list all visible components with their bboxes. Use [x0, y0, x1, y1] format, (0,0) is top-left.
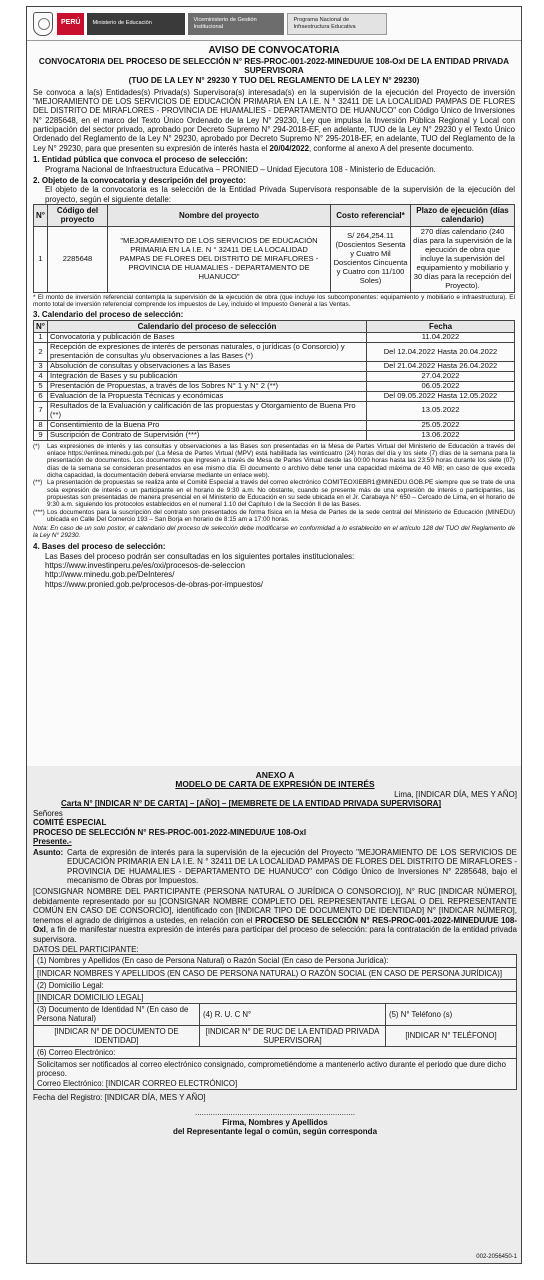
- section-1-body: Programa Nacional de Infraestructura Educativa – PRONIED – Unidad Ejecutora 108 - Ministerio de Educación.: [45, 164, 436, 174]
- cell: Absolución de consultas y observaciones a las Bases: [48, 361, 367, 371]
- ministry-label: Ministerio de Educación: [87, 13, 185, 35]
- subject-text: Carta de expresión de interés para la supervisión de la ejecución del Proyecto "MEJORAMIENTO DE LOS SERVICIOS DE EDUCACIÓN PRIMARIA EN LA I.E. N ° 32411 DE LA LOCALIDAD PAMPAS DE FLORES DEL DISTRITO DE MIRAFLORES - PROVINCIA DE HUAMALIES - DEPARTAMENTO DE HUANUCO" con Código Único de Inversiones N° 2285648, bajo el mecanismo de Obras por Impuestos.: [67, 847, 517, 885]
- footnote: [33, 479, 515, 508]
- cell: Resultados de la Evaluación y calificación de las propuestas y Otorgamiento de Buena Pro (**): [48, 401, 367, 420]
- footnote-marker: (*): [33, 442, 40, 450]
- table-row: [34, 420, 515, 430]
- cell: Evaluación de la Propuesta Técnicas y económicas: [48, 391, 367, 401]
- ruc-field-label: (4) R. U. C N°: [200, 1004, 386, 1025]
- cell: 2: [34, 343, 48, 362]
- footnote-text: Las expresiones de interés y las consultas y observaciones a las Bases son presentadas en la Mesa de Partes Virtual del Ministerio de Educación a través del enlace https://enlinea.minedu.gob.pe/ (La Mesa de Partes Virtual (MPV) está habilitada las veinticuatro (24) horas del día y los siete (7) días de la semana para la presentación de documentos. Los documentos que ingresen a través de Mesa de Partes Virtual desde las 00:00 horas hasta las 23:59 horas durante los siete (07) días de la semana se consideran presentados en ese mismo día. El documento o archivo debe tener una capacidad máxima de 40 MB; en caso de que exceda dicha capacidad, la documentación deberá enviarse mediante un enlace web).: [47, 442, 515, 480]
- col-header: Código del proyecto: [48, 204, 108, 226]
- cell: 13.06.2022: [367, 430, 515, 440]
- cell: 2285648: [48, 226, 108, 292]
- col-header: Costo referencial*: [331, 204, 411, 226]
- col-header: Nombre del proyecto: [108, 204, 331, 226]
- participant-data-label: DATOS DEL PARTICIPANTE:: [33, 945, 139, 955]
- table-row: [34, 343, 515, 362]
- footnote-marker: (***): [33, 508, 45, 516]
- participant-form: [33, 954, 517, 1089]
- schedule-notes: [33, 443, 515, 524]
- process-name: PROCESO DE SELECCIÓN N° RES-PROC-001-2022-MINEDU/UE 108-OxI: [33, 827, 307, 837]
- id-field-label: (3) Documento de Identidad N° (En caso de Persona Natural): [34, 1004, 200, 1025]
- cell: 3: [34, 361, 48, 371]
- portal-links: [33, 561, 515, 589]
- cell: 27.04.2022: [367, 371, 515, 381]
- notice-content: [27, 41, 521, 589]
- cell: 1: [34, 333, 48, 343]
- cell: Suscripción de Contrato de Supervisión (***): [48, 430, 367, 440]
- table-row: [34, 430, 515, 440]
- email-field-value[interactable]: Solicitamos ser notificados al correo electrónico consignado, comprometiéndome a mantenerlo activo durante el periodo que dure dicho proceso. Correo Electrónico: [INDICAR CORREO ELECTRÓNICO]: [34, 1059, 517, 1090]
- program-label: Programa Nacional de Infraestructura Educativa: [287, 13, 387, 35]
- section-2-body: El objeto de la convocatoria es la selección de la Entidad Privada Supervisora responsable de la supervisión de la ejecución del proyecto, según el siguiente detalle:: [45, 185, 515, 204]
- letter-body: [CONSIGNAR NOMBRE DEL PARTICIPANTE (PERSONA NATURAL O JURÍDICA O CONSORCIO)], N° RUC [INDICAR NÚMERO], debidamente representado por su [CONSIGNAR NOMBRE COMPLETO DEL REPRESENTANTE LEGAL O DEL REPRESENTANTE COMÚN EN CASO DE CONSORCIO], identificado con [INDICAR TIPO DE DOCUMENTO DE IDENTIDAD] N° [INDICAR NÚMERO], tenemos el agrado de dirigirnos a ustedes, en relación con el PROCESO DE SELECCIÓN N° RES-PROC-001-2022-MINEDU/UE 108-OxI, a fin de manifestar nuestra expresión de interés para participar del proceso de selección: para la contratación de la entidad privada supervisora.: [33, 887, 517, 944]
- col-header: Fecha: [367, 320, 515, 332]
- cell: 6: [34, 391, 48, 401]
- col-header: N°: [34, 204, 48, 226]
- section-4-title: 4. Bases del proceso de selección:: [33, 542, 166, 552]
- portal-link[interactable]: https://www.investinperu.pe/es/oxi/procesos-de-seleccion: [45, 561, 245, 571]
- col-header: Plazo de ejecución (días calendario): [411, 204, 515, 226]
- peru-coat-of-arms-icon: [33, 12, 53, 36]
- table-row: [34, 391, 515, 401]
- annex-title: ANEXO A: [255, 770, 295, 780]
- table-row: [34, 361, 515, 371]
- project-table: [33, 204, 515, 293]
- portal-link[interactable]: http://www.minedu.gob.pe/DeInteres/: [45, 570, 175, 580]
- signature-caption: Firma, Nombres y Apellidos: [222, 1117, 328, 1127]
- cell: Presentación de Propuestas, a través de los Sobres N° 1 y N° 2 (**): [48, 381, 367, 391]
- address-field-value[interactable]: [INDICAR DOMICILIO LEGAL]: [34, 992, 517, 1004]
- cell: 11.04.2022: [367, 333, 515, 343]
- cell: S/ 264,254.11 (Doscientos Sesenta y Cuatro Mil Doscientos Cincuenta y Cuatro con 11/100 Soles): [331, 226, 411, 292]
- notice-title: AVISO DE CONVOCATORIA: [208, 45, 340, 56]
- footnote-text: La presentación de propuestas se realiza ante el Comité Especial a través del correo electrónico COMITEOXIEBR1@MINEDU.GOB.PE siempre que se trate de una sola expresión de interés o un participante en el horario de 9:30 a.m. No obstante, cuando se presente más de una expresión de interés o participantes, las propuestas son presentadas de manera presencial en el Ministerio de Educación en su sede ubicada en el Jr. Carabaya N° 650 – Cercado de Lima, en el horario de 9:30 a.m. siguiendo los protocolos establecidos en el numeral 1.10 del Capítulo I de la Sección II de las Bases.: [47, 479, 515, 509]
- table-row: [34, 381, 515, 391]
- vice-ministry-label: Viceministerio de Gestión Institucional: [188, 13, 284, 35]
- notice-page: [26, 6, 522, 1264]
- cell: 25.05.2022: [367, 420, 515, 430]
- section-1-title: 1. Entidad pública que convoca el proceso de selección:: [33, 155, 248, 165]
- footnote: [33, 509, 515, 524]
- annex-place-date: Lima, [INDICAR DÍA, MES Y AÑO]: [394, 790, 517, 800]
- cell: 4: [34, 371, 48, 381]
- cell: 5: [34, 381, 48, 391]
- cell: Recepción de expresiones de interés de personas naturales, o jurídicas (o Consorcio) y presentación de consultas y/u observaciones a las Bases (*): [48, 343, 367, 362]
- annex-a: [27, 766, 522, 1264]
- peru-brand: PERÚ: [57, 13, 84, 35]
- table-row: [34, 226, 515, 292]
- cell: 7: [34, 401, 48, 420]
- cell: Convocatoria y publicación de Bases: [48, 333, 367, 343]
- table-footnote: * El monto de inversión referencial contempla la supervisión de la ejecución de obra (que incluye los subcomponentes: equipamiento y mobiliario e infraestructura). El monto total de inversión referencial comprende los impuestos de Ley, incluido el Impuesto General a las Ventas.: [33, 293, 515, 308]
- section-3-title: 3. Calendario del proceso de selección:: [33, 310, 184, 320]
- cell: Del 21.04.2022 Hasta 26.04.2022: [367, 361, 515, 371]
- section-4-body: Las Bases del proceso podrán ser consultadas en los siguientes portales institucionales:: [45, 551, 355, 561]
- cell: 9: [34, 430, 48, 440]
- section-2-title: 2. Objeto de la convocatoria y descripción del proyecto:: [33, 175, 246, 185]
- schedule-table: [33, 320, 515, 441]
- registration-date: Fecha del Registro: [INDICAR DÍA, MES Y AÑO]: [33, 1092, 206, 1102]
- letter-number: Carta N° [INDICAR N° DE CARTA] – [AÑO] – [MEMBRETE DE LA ENTIDAD PRIVADA SUPERVISORA]: [61, 799, 442, 809]
- footnote-marker: (**): [33, 479, 43, 487]
- subject-block: [33, 848, 517, 886]
- name-field-value[interactable]: [INDICAR NOMBRES Y APELLIDOS (EN CASO DE PERSONA NATURAL) O RAZÓN SOCIAL (EN CASO DE PERSONA JURÍDICA)]: [34, 967, 517, 979]
- cell: 06.05.2022: [367, 381, 515, 391]
- table-row: [34, 371, 515, 381]
- signature-line: ........................................................................: [194, 1108, 356, 1118]
- table-row: [34, 401, 515, 420]
- cell: Consentimiento de la Buena Pro: [48, 420, 367, 430]
- ruc-field-value[interactable]: [INDICAR N° DE RUC DE LA ENTIDAD PRIVADA SUPERVISORA]: [200, 1025, 386, 1046]
- cell: Del 12.04.2022 Hasta 20.04.2022: [367, 343, 515, 362]
- cell: 270 días calendario (240 días para la supervisión de la ejecución de obra que incluye la supervisión del equipamiento y mobiliario y 30 días para la recepción del Proyecto).: [411, 226, 515, 292]
- name-field-label: (1) Nombres y Apellidos (En caso de Persona Natural) o Razón Social (En caso de Persona Jurídica):: [34, 955, 517, 967]
- footnote: [33, 443, 515, 480]
- phone-field-label: (5) N° Teléfono (s): [386, 1004, 517, 1025]
- address-field-label: (2) Domicilio Legal:: [34, 979, 517, 991]
- government-header: [27, 7, 521, 41]
- schedule-body: [34, 333, 515, 440]
- email-field-label: (6) Correo Electrónico:: [34, 1046, 517, 1058]
- cell: 13.05.2022: [367, 401, 515, 420]
- cell: 1: [34, 226, 48, 292]
- id-field-value[interactable]: [INDICAR N° DE DOCUMENTO DE IDENTIDAD]: [34, 1025, 200, 1046]
- notice-subtitle: CONVOCATORIA DEL PROCESO DE SELECCIÓN N° RES-PROC-001-2022-MINEDU/UE 108-OxI DE LA ENTIDAD PRIVADA SUPERVISORA: [38, 56, 510, 76]
- single-bidder-note: Nota: En caso de un solo postor, el calendario del proceso de selección debe modificarse en conformidad a lo establecido en el artículo 128 del TUO del Reglamento de la Ley N° 29230.: [33, 524, 515, 539]
- col-header: Calendario del proceso de selección: [48, 320, 367, 332]
- salutation: Señores: [33, 808, 63, 818]
- signature-caption-2: del Representante legal o común, según corresponda: [172, 1127, 378, 1137]
- cell: "MEJORAMIENTO DE LOS SERVICIOS DE EDUCACIÓN PRIMARIA EN LA I.E. N ° 32411 DE LA LOCALIDAD PAMPAS DE FLORES DEL DISTRITO DE MIRAFLORES - PROVINCIA DE HUAMALIES - DEPARTAMENTO DE HUANUCO": [108, 226, 331, 292]
- cell: Del 09.05.2022 Hasta 12.05.2022: [367, 391, 515, 401]
- subject-label: Asunto:: [33, 847, 64, 857]
- committee-name: COMITÉ ESPECIAL: [33, 818, 107, 828]
- notice-law-reference: (TUO DE LA LEY N° 29230 Y TUO DEL REGLAMENTO DE LA LEY N° 29230): [128, 76, 420, 86]
- intro-paragraph: Se convoca a la(s) Entidades(s) Privada(s) Supervisora(s) interesada(s) en la supervisión de la ejecución del Proyecto de inversión "MEJORAMIENTO DE LOS SERVICIOS DE EDUCACIÓN PRIMARIA EN LA I.E. N ° 32411 DE LA LOCALIDAD PAMPAS DE FLORES DEL DISTRITO DE MIRAFLORES - PROVINCIA DE HUAMALIES - DEPARTAMENTO DE HUANUCO" con Código Único de Inversiones N° 2285648, en el marco del Texto Único Ordenado de la Ley N° 29230, Ley que impulsa la Inversión Pública Regional y Local con participación del sector privado, aprobado por Decreto Supremo N° 294-2018-EF, en adelante, TUO de la Ley N° 29230 y el Texto Único Ordenado del Reglamento de la Ley N° 29230, aprobado por Decreto Supremo N° 295-2018-EF, en adelante, TUO del Reglamento de la Ley N° 29230, para que presenten su expresión de interés hasta el 20/04/2022, conforme al anexo A del presente documento.: [33, 87, 515, 153]
- publication-code: 002-2056450-1: [476, 1253, 517, 1260]
- cell: Integración de Bases y su publicación: [48, 371, 367, 381]
- col-header: N°: [34, 320, 48, 332]
- phone-field-value[interactable]: [INDICAR N° TELÉFONO]: [386, 1025, 517, 1046]
- deadline-date: 20/04/2022: [269, 143, 310, 153]
- annex-subtitle: MODELO DE CARTA DE EXPRESIÓN DE INTERÉS: [175, 779, 375, 790]
- table-row: [34, 333, 515, 343]
- presente-label: Presente.-: [33, 837, 72, 847]
- portal-link[interactable]: https://www.pronied.gob.pe/procesos-de-obras-por-impuestos/: [45, 579, 263, 589]
- cell: 8: [34, 420, 48, 430]
- footnote-text: Los documentos para la suscripción del contrato son presentados de forma física en la Mesa de Partes de la sede central del Ministerio de Educación (MINEDU) ubicada en Calle Del Comercio 193 – San Borja en horario de 8:15 am a 17:00 horas.: [47, 508, 515, 524]
